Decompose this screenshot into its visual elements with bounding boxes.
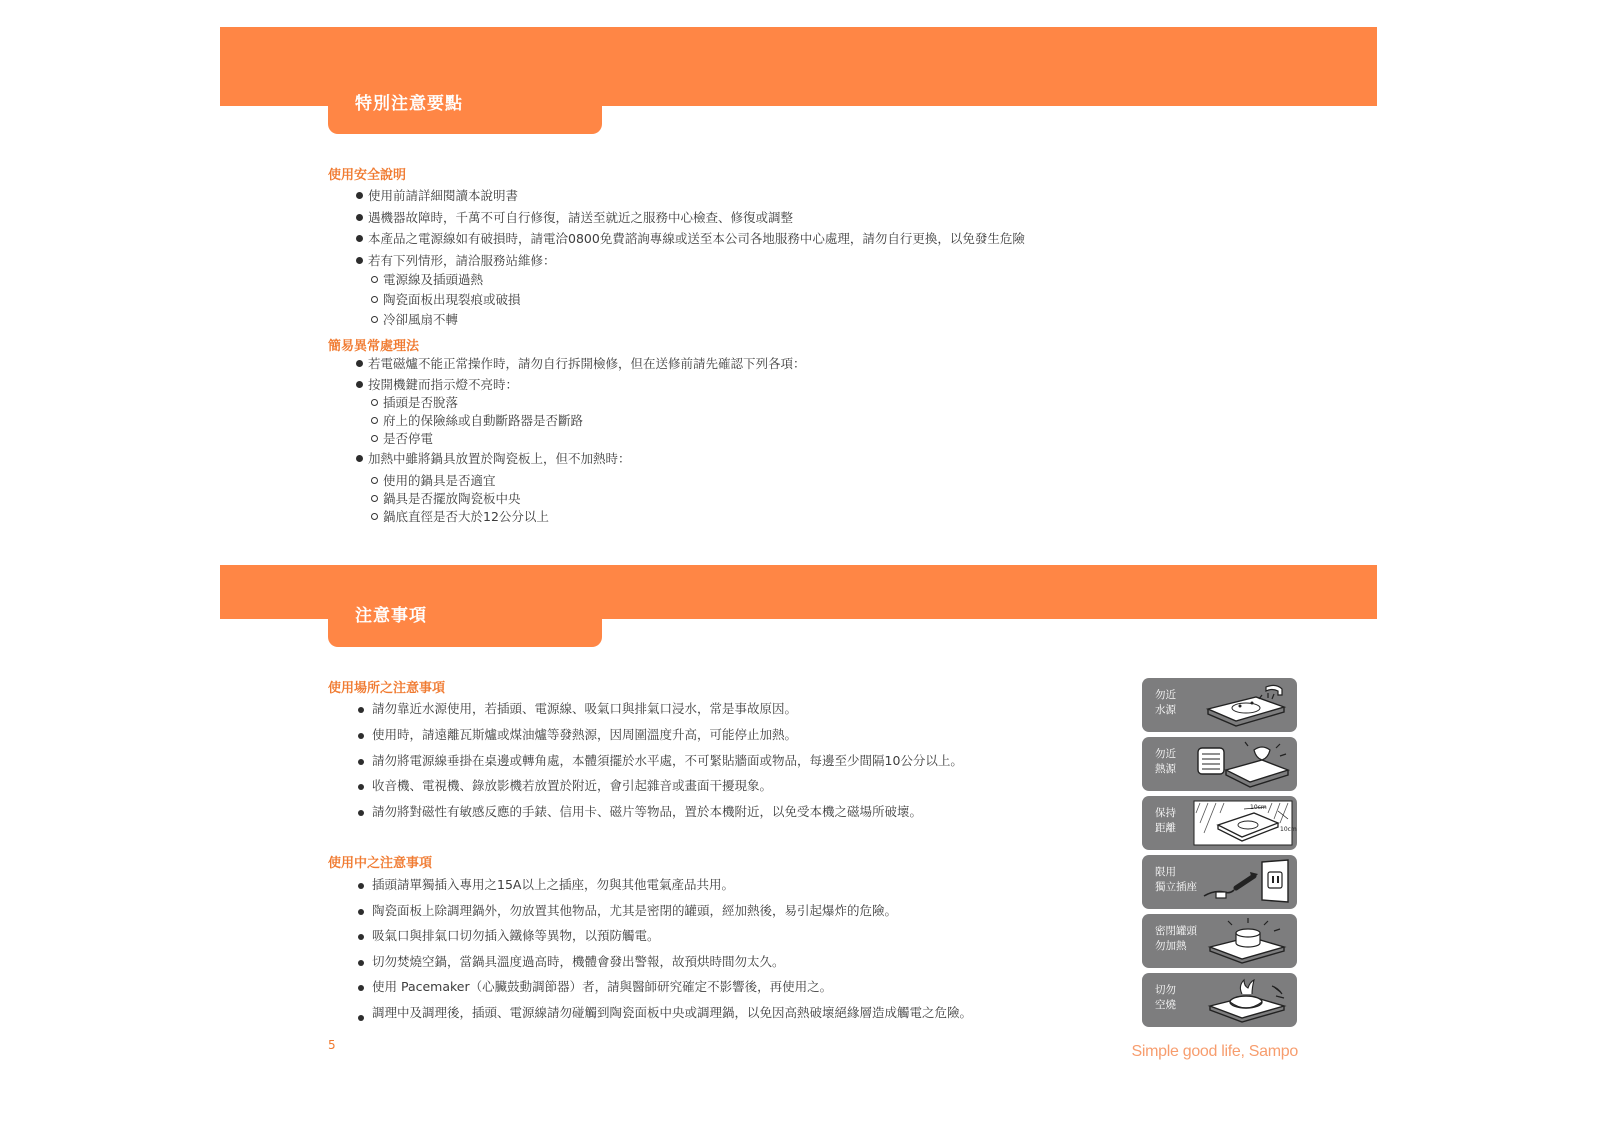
trouble-case: 加熱中雖將鍋具放置於陶瓷板上，但不加熱時：	[356, 451, 631, 467]
in-use-item: 調理中及調理後，插頭、電源線請勿碰觸到陶瓷面板中央或調理鍋，以免因高熱破壞絕緣層造成觸電之危險。	[356, 1005, 972, 1021]
page-number: 5	[328, 1038, 336, 1052]
place-item: 請勿靠近水源使用，若插頭、電源線、吸氣口與排氣口浸水，常是事故原因。	[356, 701, 797, 717]
empty-pot-icon	[1192, 976, 1294, 1024]
place-item: 請勿將對磁性有敏感反應的手錶、信用卡、磁片等物品，置於本機附近，以免受本機之磁場所破壞。	[356, 804, 922, 820]
warning-card-empty-pot: 切勿 空燒	[1142, 973, 1297, 1027]
trouble-intro: 若電磁爐不能正常操作時，請勿自行拆開檢修，但在送修前請先確認下列各項：	[356, 356, 806, 372]
warning-card-heat: 勿近 熱源	[1142, 737, 1297, 791]
in-use-item: 使用 Pacemaker（心臟鼓動調節器）者，請與醫師研究確定不影響後，再使用之。	[356, 979, 832, 995]
safety-item: 遇機器故障時，千萬不可自行修復，請送至就近之服務中心檢查、修復或調整	[356, 210, 793, 226]
trouble-heading: 簡易異常處理法	[328, 339, 420, 354]
in-use-item: 插頭請單獨插入專用之15A以上之插座，勿與其他電氣產品共用。	[356, 877, 734, 893]
place-item: 收音機、電視機、錄放影機若放置於附近，會引起雜音或畫面干擾現象。	[356, 778, 772, 794]
in-use-heading: 使用中之注意事項	[328, 856, 433, 871]
in-use-item: 陶瓷面板上除調理鍋外，勿放置其他物品，尤其是密閉的罐頭，經加熱後，易引起爆炸的危險。	[356, 903, 897, 919]
trouble-check-item: 鍋具是否擺放陶瓷板中央	[371, 491, 521, 507]
safety-sub-item: 電源線及插頭過熱	[371, 272, 483, 288]
safety-item: 本產品之電源線如有破損時，請電洽0800免費諮詢專線或送至本公司各地服務中心處理，請勿自行更換，以免發生危險	[356, 231, 1025, 247]
in-use-item: 吸氣口與排氣口切勿插入鐵條等異物，以預防觸電。	[356, 928, 660, 944]
safety-sub-item: 陶瓷面板出現裂痕或破損	[371, 292, 521, 308]
safety-heading: 使用安全說明	[328, 168, 407, 183]
trouble-check-item: 府上的保險絲或自動斷路器是否斷路	[371, 413, 583, 429]
place-item: 使用時，請遠離瓦斯爐或煤油爐等發熱源，因周圍溫度升高，可能停止加熱。	[356, 727, 797, 743]
heat-source-icon	[1192, 740, 1294, 788]
place-heading: 使用場所之注意事項	[328, 681, 446, 696]
trouble-check-item: 鍋底直徑是否大於12公分以上	[371, 509, 549, 525]
trouble-check-item: 是否停電	[371, 431, 433, 447]
warning-card-sealed-can: 密閉罐頭 勿加熱	[1142, 914, 1297, 968]
trouble-check-item: 使用的鍋具是否適宜	[371, 473, 496, 489]
clearance-icon	[1192, 799, 1297, 847]
section-title-1: 特別注意要點	[355, 94, 463, 114]
svg-text:10cm: 10cm	[1250, 804, 1267, 811]
warning-card-water: 勿近 水源	[1142, 678, 1297, 732]
trouble-case: 按開機鍵而指示燈不亮時：	[356, 377, 518, 393]
safety-item: 若有下列情形，請洽服務站維修：	[356, 253, 556, 269]
place-item: 請勿將電源線垂掛在桌邊或轉角處，本體須擺於水平處，不可緊貼牆面或物品，每邊至少間隔10公分以上。	[356, 753, 963, 769]
brand-slogan: Simple good life, Sampo	[1131, 1043, 1298, 1060]
safety-sub-item: 冷卻風扇不轉	[371, 312, 458, 328]
trouble-check-item: 插頭是否脫落	[371, 395, 458, 411]
svg-text:10cm: 10cm	[1280, 826, 1297, 833]
water-warning-icon	[1192, 681, 1294, 729]
section-title-2: 注意事項	[355, 606, 427, 626]
sealed-can-icon	[1192, 917, 1294, 965]
outlet-icon	[1192, 858, 1294, 906]
safety-item: 使用前請詳細閱讀本說明書	[356, 188, 518, 204]
in-use-item: 切勿焚燒空鍋，當鍋具溫度過高時，機體會發出警報，故預烘時間勿太久。	[356, 954, 785, 970]
warning-card-outlet: 限用 獨立插座	[1142, 855, 1297, 909]
warning-card-clearance: 保持 距離 10cm 10cm	[1142, 796, 1297, 850]
